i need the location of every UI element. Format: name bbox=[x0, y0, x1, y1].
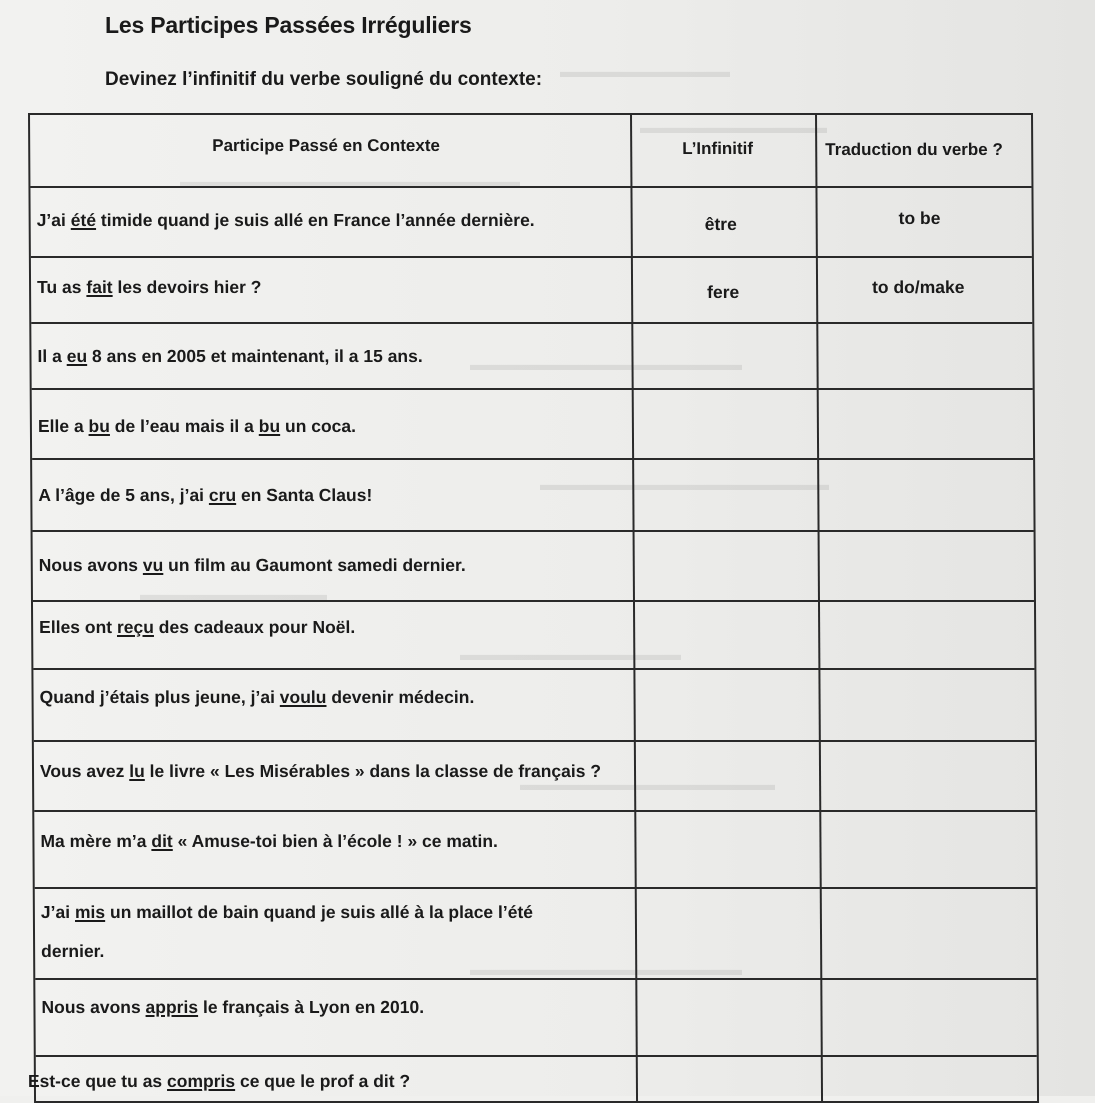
table-row-context: Il a eu 8 ans en 2005 et maintenant, il a 15 ans. bbox=[37, 346, 423, 366]
underlined-verb: cru bbox=[208, 485, 237, 505]
participles-table bbox=[28, 113, 1039, 1103]
underlined-verb: appris bbox=[145, 997, 199, 1017]
bleed-through-text: ▬▬▬▬▬▬▬▬▬▬▬▬▬▬▬▬▬ bbox=[540, 475, 829, 494]
underlined-verb: vu bbox=[142, 555, 164, 575]
underlined-verb: bu bbox=[88, 416, 110, 436]
underlined-verb: bu bbox=[258, 416, 281, 436]
table-row-context: J’ai été timide quand je suis allé en France l’année dernière. bbox=[36, 210, 535, 230]
infinitive-answer[interactable]: être bbox=[704, 214, 737, 234]
translation-answer[interactable]: to do/make bbox=[872, 277, 965, 297]
translation-answer[interactable]: to be bbox=[898, 208, 941, 228]
bleed-through-text: ▬▬▬▬▬▬▬▬▬▬▬ bbox=[640, 118, 827, 137]
infinitive-answer[interactable]: fere bbox=[707, 282, 740, 302]
header-translation: Traduction du verbe ? bbox=[825, 140, 1003, 159]
row-divider bbox=[33, 600, 1034, 602]
row-divider bbox=[35, 887, 1036, 889]
column-divider bbox=[815, 115, 823, 1101]
row-divider bbox=[32, 458, 1033, 460]
underlined-verb: lu bbox=[129, 761, 145, 781]
table-row-context: A l’âge de 5 ans, j’ai cru en Santa Claus! bbox=[38, 485, 373, 505]
row-divider bbox=[31, 322, 1032, 324]
bleed-through-text: ▬▬▬▬▬▬▬▬▬▬ bbox=[560, 62, 730, 81]
row-divider bbox=[33, 668, 1034, 670]
row-divider bbox=[35, 978, 1036, 980]
bleed-through-text: ▬▬▬▬▬▬▬▬▬▬▬▬▬▬▬▬ bbox=[470, 355, 742, 374]
table-row-context-continued: dernier. bbox=[41, 941, 105, 961]
table-row-context: Ma mère m’a dit « Amuse-toi bien à l’école ! » ce matin. bbox=[40, 831, 498, 851]
bleed-through-text: ▬▬▬▬▬▬▬▬▬▬▬ bbox=[140, 585, 327, 604]
header-context: Participe Passé en Contexte bbox=[212, 136, 440, 155]
underlined-verb: été bbox=[70, 210, 97, 230]
table-row-context: Nous avons vu un film au Gaumont samedi dernier. bbox=[38, 555, 466, 575]
row-divider bbox=[34, 740, 1035, 742]
row-divider bbox=[34, 810, 1035, 812]
bleed-through-text: ▬▬▬▬▬▬▬▬▬▬▬▬▬▬▬▬▬▬▬▬ bbox=[180, 172, 520, 191]
worksheet-instructions: Devinez l’infinitif du verbe souligné du contexte: bbox=[105, 69, 543, 90]
worksheet-title: Les Participes Passées Irréguliers bbox=[105, 12, 472, 38]
row-divider bbox=[32, 388, 1033, 390]
bleed-through-text: ▬▬▬▬▬▬▬▬▬▬▬▬▬▬▬▬ bbox=[470, 960, 742, 979]
bleed-through-text: ▬▬▬▬▬▬▬▬▬▬▬▬▬ bbox=[460, 645, 681, 664]
underlined-verb: dit bbox=[151, 831, 173, 851]
bleed-through-text: ▬▬▬▬▬▬▬▬▬▬▬▬▬▬▬ bbox=[520, 775, 775, 794]
underlined-verb: eu bbox=[66, 346, 88, 366]
table-row-context: Est-ce que tu as compris ce que le prof a dit ? bbox=[27, 1071, 411, 1091]
column-divider bbox=[630, 115, 638, 1101]
underlined-verb: fait bbox=[86, 277, 113, 297]
table-row-context: Quand j’étais plus jeune, j’ai voulu devenir médecin. bbox=[39, 687, 475, 707]
row-divider bbox=[36, 1055, 1037, 1057]
table-row-context: J’ai mis un maillot de bain quand je suis allé à la place l’été bbox=[40, 902, 534, 922]
table-row-context: Tu as fait les devoirs hier ? bbox=[37, 277, 262, 297]
table-row-context: Elles ont reçu des cadeaux pour Noël. bbox=[39, 617, 356, 637]
table-row-context: Vous avez lu le livre « Les Misérables » dans la classe de français ? bbox=[39, 761, 602, 781]
row-divider bbox=[31, 256, 1032, 258]
underlined-verb: reçu bbox=[116, 617, 154, 637]
header-infinitive: L’Infinitif bbox=[682, 139, 754, 158]
row-divider bbox=[33, 530, 1034, 532]
table-row-context: Nous avons appris le français à Lyon en 2010. bbox=[41, 997, 425, 1017]
row-divider bbox=[30, 186, 1031, 188]
underlined-verb: mis bbox=[74, 902, 106, 922]
table-row-context: Elle a bu de l’eau mais il a bu un coca. bbox=[37, 416, 357, 436]
underlined-verb: voulu bbox=[279, 687, 327, 707]
underlined-verb: compris bbox=[166, 1071, 236, 1091]
